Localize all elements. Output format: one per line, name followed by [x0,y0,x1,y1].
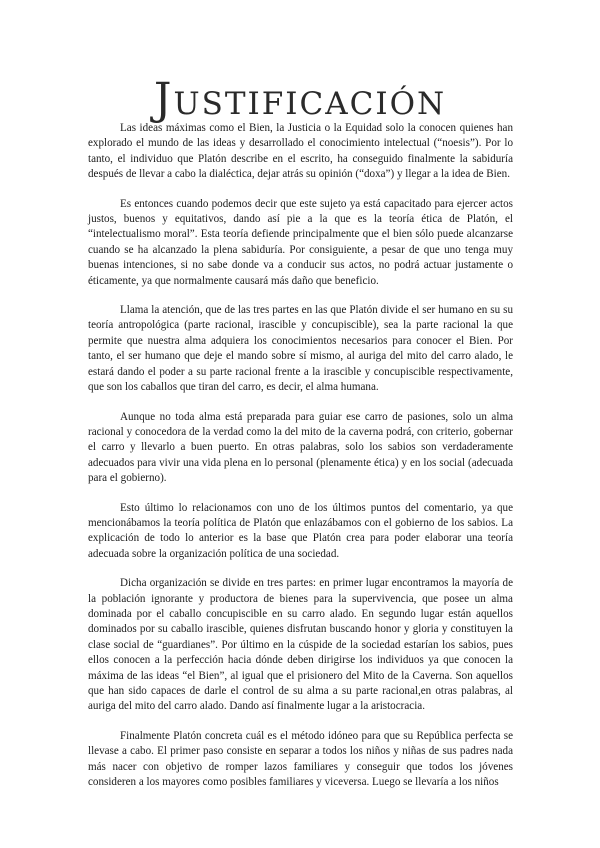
paragraph-2: Es entonces cuando podemos decir que este sujeto ya está capacitado para ejercer actos justos, buenos y equitativos, dando así pie a la que es la teoría ética de Platón, el “intelectualismo moral”. Esta teoría defiende principalmente que el bien sólo puede alcanzarse cuando se ha alcanzado la plena sabiduría. Por consiguiente, a pesar de que uno tenga muy buenas intenciones, si no sabe donde va a conducir sus actos, no podrá actuar justamente o éticamente, ya que normalmente causará más daño que beneficio. [88,197,513,287]
paragraph-3: Llama la atención, que de las tres partes en las que Platón divide el ser humano en su su teoría antropológica (parte racional, irascible y concupiscible), sea la parte racional la que permite que nuestra alma adquiera los conocimientos necesarios para conocer el Bien. Por tanto, el ser humano que deje el mando sobre sí mismo, al auriga del mito del carro alado, le estará dando el poder a su parte racional frente a la irascible y concupiscible respectivamente, que son los caballos que tiran del carro, es decir, el alma humana. [88,304,513,394]
paragraph-1: Las ideas máximas como el Bien, la Justicia o la Equidad solo la conocen quienes han explorado el mundo de las ideas y desarrollado el conocimiento intelectual (“noesis”). Por lo tanto, el individuo que Platón describe en el escrito, ha conseguido finalmente la sabiduría después de llevar a cabo la dialéctica, dejar atrás su opinión (“doxa”) y llegar a la idea de Bien. [88,122,513,181]
document-title: Justificación [153,74,447,125]
paragraph-6: Dicha organización se divide en tres partes: en primer lugar encontramos la mayoría de la población ignorante y productora de bienes para la supervivencia, que posee un alma dominada por el caballo concupiscible en su carro alado. En segundo lugar están aquellos dominados por su caballo irascible, quienes disfrutan buscando honor y gloria y constituyen la clase social de “guardianes”. Por último en la cúspide de la sociedad estarían los sabios, pues ellos conocen a la perfección hacia dónde deben dirigirse los individuos ya que conocen la máxima de las ideas “el Bien”, al igual que el prisionero del Mito de la Caverna. Son aquellos que han sido capaces de darle el control de su alma a su parte racional,en otras palabras, al auriga del mito del carro alado. Dando así finalmente lugar a la aristocracia. [88,577,513,713]
paragraph-7: Finalmente Platón concreta cuál es el método idóneo para que su República perfecta se llevase a cabo. El primer paso consiste en separar a todos los niños y niñas de sus padres nada más nacer con objetivo de romper lazos familiares y conseguir que todos los jóvenes consideren a los mayores como posibles familiares y viceversa. Luego se llevaría a los niños [88,729,513,789]
paragraph-5: Esto último lo relacionamos con uno de los últimos puntos del comentario, ya que mencionábamos la teoría política de Platón que enlazábamos con el gobierno de los sabios. La explicación de todo lo anterior es la base que Platón crea para poder elaborar una teoría adecuada sobre la organización política de una sociedad. [88,501,513,560]
paragraph-4: Aunque no toda alma está preparada para guiar ese carro de pasiones, solo un alma racional y conocedora de la verdad como la del mito de la caverna podrá, con criterio, gobernar el carro y llevarlo a buen puerto. En otras palabras, solo los sabios son verdaderamente adecuados para vivir una vida plena en lo personal (plenamente ética) y en los social (adecuada para el gobierno). [88,410,513,485]
document-body [88,121,513,804]
